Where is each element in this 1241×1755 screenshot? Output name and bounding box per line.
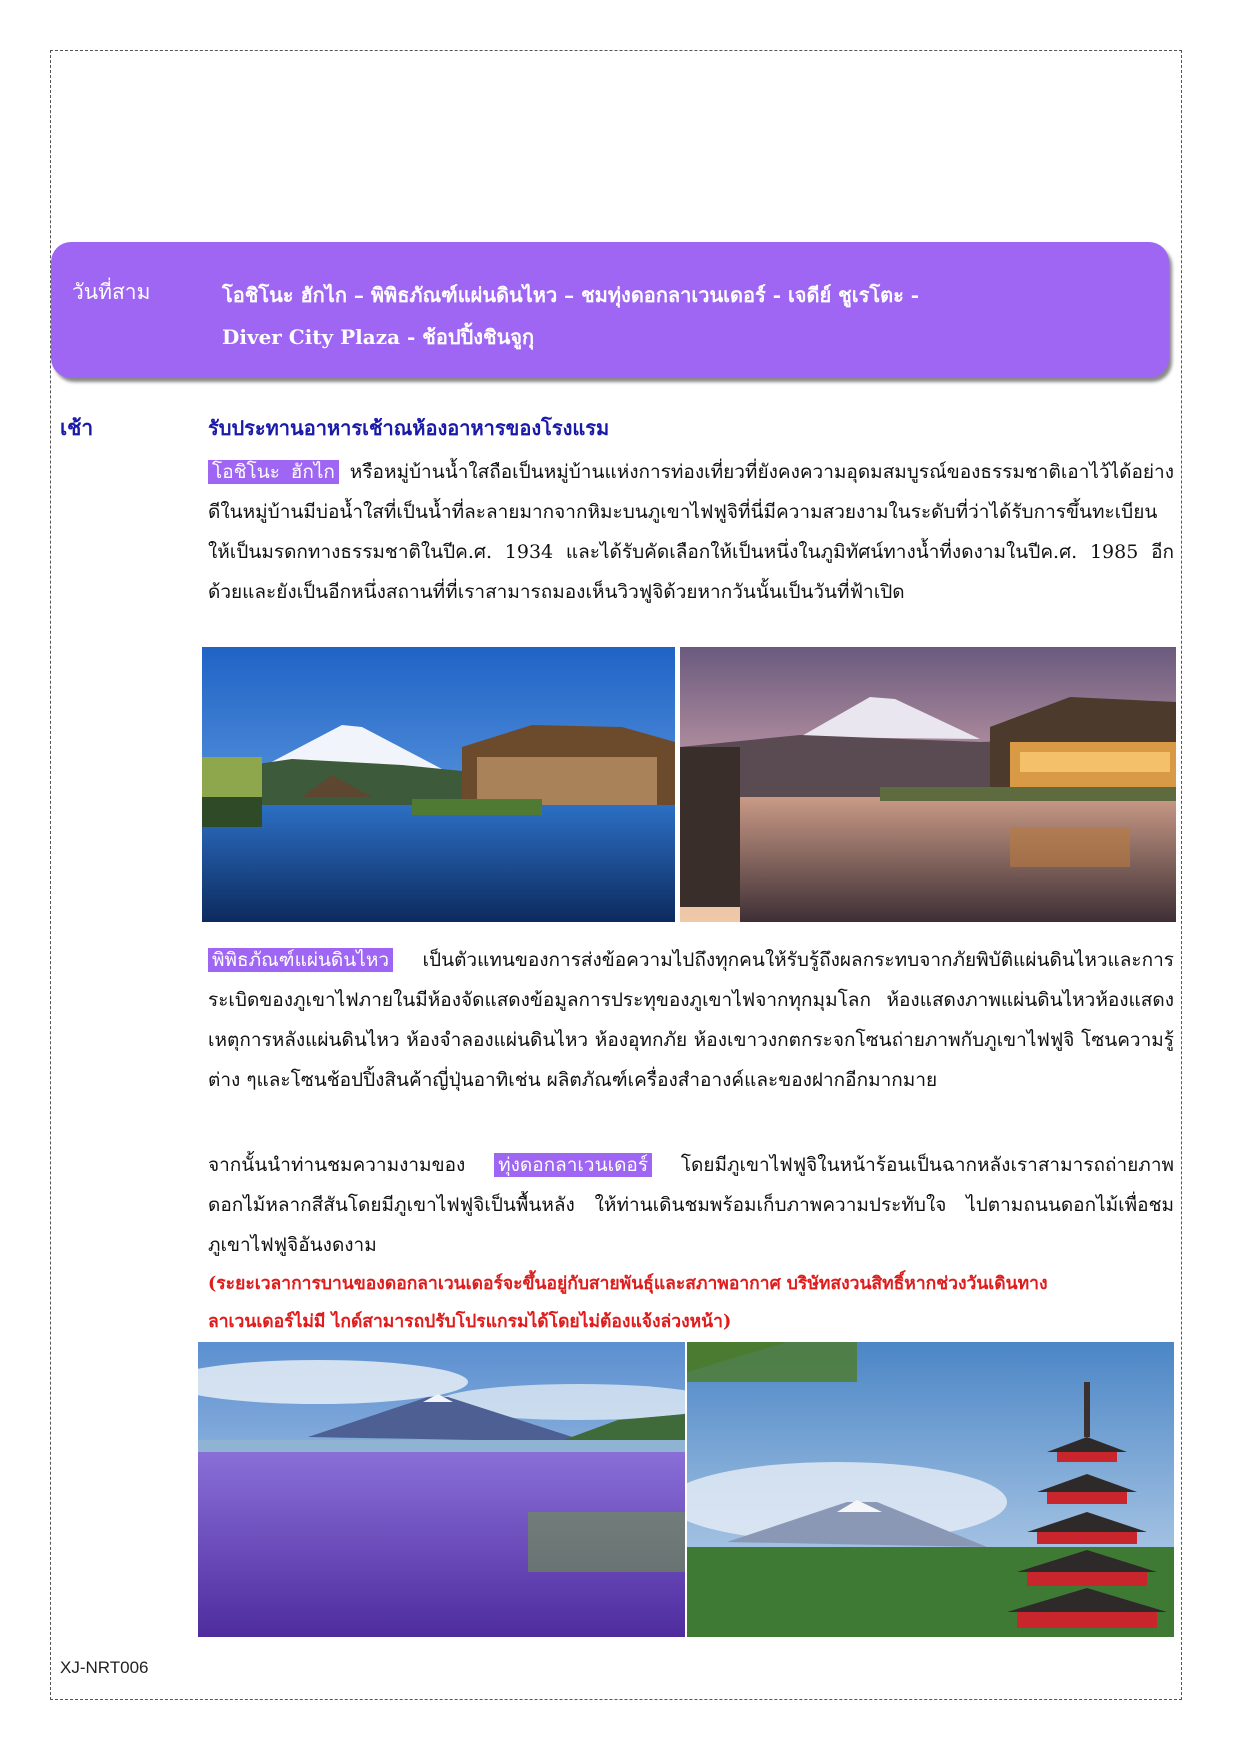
tour-code: XJ-NRT006	[60, 1658, 149, 1677]
lavender-text: โดยมีภูเขาไฟฟูจิในหน้าร้อนเป็นฉากหลังเราสามารถถ่ายภาพ ดอกไม้หลากสีสันโดยมีภูเขาไฟฟูจิเป็นพื้นหลัง ให้ท่านเดินชมพร้อมเก็บภาพความประทับใจ ไปตามถนนดอกไม้เพื่อชมภูเขาไฟฟูจิอันงดงาม	[208, 1154, 1175, 1256]
lavender-intro: จากนั้นนำท่านชมความงามของ	[208, 1154, 466, 1176]
note-line2: ลาเวนเดอร์ไม่มี ไกด์สามารถปรับโปรแกรมได้โดยไม่ต้องแจ้งล่วงหน้า)	[208, 1312, 732, 1332]
day-label: วันที่สาม	[72, 280, 151, 304]
museum-paragraph	[208, 940, 1174, 1100]
note-line1: (ระยะเวลาการบานของดอกลาเวนเดอร์จะขึ้นอยู่กับสายพันธุ์และสภาพอากาศ บริษัทสงวนสิทธิ์หากช่วงวันเดินทาง	[208, 1274, 1048, 1294]
museum-highlight: พิพิธภัณฑ์แผ่นดินไหว	[208, 948, 393, 972]
lavender-paragraph	[208, 1145, 1174, 1265]
oshino-highlight: โอชิโนะ ฮักไก	[208, 460, 339, 484]
day-title	[222, 274, 1122, 358]
oshino-paragraph	[208, 452, 1174, 612]
lavender-highlight: ทุ่งดอกลาเวนเดอร์	[494, 1153, 652, 1177]
museum-text: เป็นตัวแทนของการส่งข้อความไปถึงทุกคนให้รับรู้ถึงผลกระทบจากภัยพิบัติแผ่นดินไหวและการระเบิดของภูเขาไฟภายในมีห้องจัดแสดงข้อมูลการประทุของภูเขาไฟจากทุกมุมโลก ห้องแสดงภาพแผ่นดินไหวห้องแสดงเหตุการหลังแผ่นดินไหว ห้องจำลองแผ่นดินไหว ห้องอุทกภัย ห้องเขาวงกตกระจกโซนถ่ายภาพกับภูเขาไฟฟูจิ โซนความรู้ต่าง ๆและโซนช้อปปิ้งสินค้าญี่ปุ่นอาทิเช่น ผลิตภัณฑ์เครื่องสำอางค์และของฝากอีกมากมาย	[208, 949, 1174, 1091]
lavender-field-photo	[198, 1342, 685, 1637]
oshino-photo-dusk	[680, 647, 1176, 922]
oshino-photo-day	[202, 647, 675, 922]
breakfast-label: เช้า	[60, 415, 94, 440]
day-title-line1: โอชิโนะ ฮักไก – พิพิธภัณฑ์แผ่นดินไหว – ชมทุ่งดอกลาเวนเดอร์ - เจดีย์ ชูเรโตะ -	[222, 283, 920, 307]
lavender-note	[208, 1265, 1174, 1341]
chureito-pagoda-photo	[687, 1342, 1174, 1637]
oshino-text: หรือหมู่บ้านน้ำใสถือเป็นหมู่บ้านแห่งการท่องเที่ยวที่ยังคงความอุดมสมบูรณ์ของธรรมชาติเอาไว้ได้อย่างดีในหมู่บ้านมีบ่อน้ำใสที่เป็นน้ำที่ละลายมากจากหิมะบนภูเขาไฟฟูจิที่นี่มีความสวยงามในระดับที่ว่าได้รับการขึ้นทะเบียนให้เป็นมรดกทางธรรมชาติในปีค.ศ. 1934 และได้รับคัดเลือกให้เป็นหนึ่งในภูมิทัศน์ทางน้ำที่งดงามในปีค.ศ. 1985 อีกด้วยและยังเป็นอีกหนึ่งสถานที่ที่เราสามารถมองเห็นวิวฟูจิด้วยหากวันนั้นเป็นวันที่ฟ้าเปิด	[208, 461, 1174, 603]
day-title-line2: Diver City Plaza - ช้อปปิ้งชินจูกุ	[222, 325, 535, 349]
breakfast-text: รับประทานอาหารเช้าณห้องอาหารของโรงแรม	[208, 416, 610, 440]
